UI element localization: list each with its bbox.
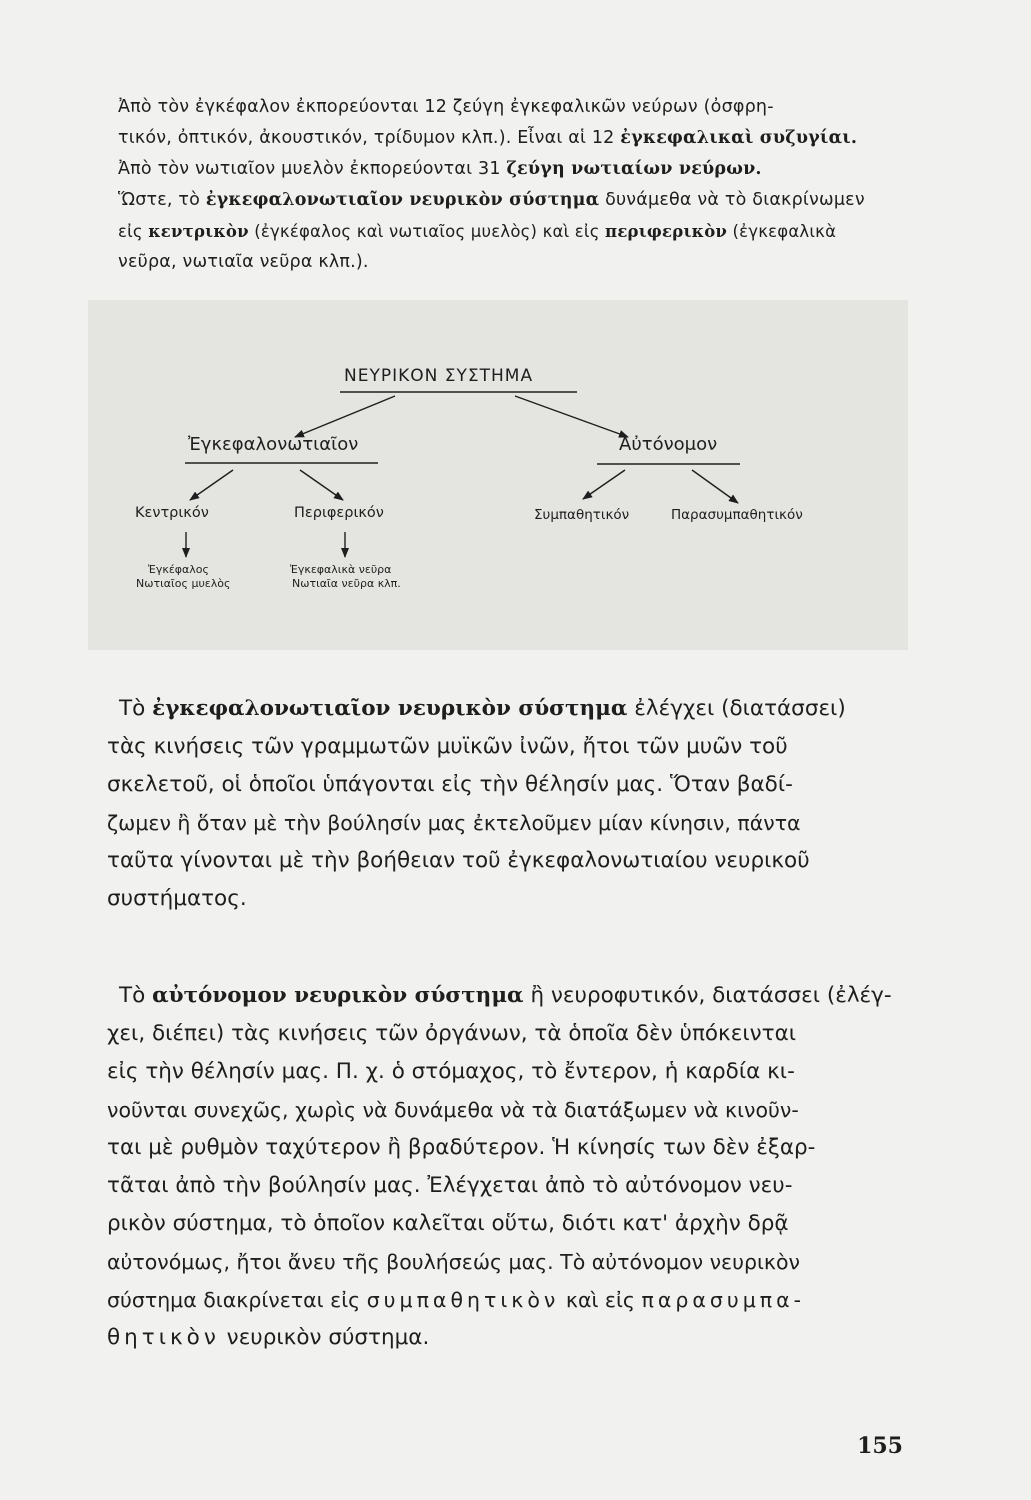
para2-text: σύστημα διακρίνεται εἰς — [107, 1288, 367, 1312]
para1-line-3: σκελετοῦ, οἱ ὁποῖοι ὑπάγονται εἰς τὴν θέλησίν μας. Ὅταν βαδί- — [107, 772, 793, 797]
para1-line-1 — [107, 690, 907, 728]
para2-line-4: νοῦνται συνεχῶς, χωρὶς νὰ δυνάμεθα νὰ τὰ διατάξωμεν νὰ κινοῦν- — [107, 1098, 799, 1122]
para1-text: Τὸ — [119, 696, 153, 721]
para2-line-6: τᾶται ἀπὸ τὴν βούλησίν μας. Ἐλέγχεται ἀπὸ τὸ αὐτόνομον νευ- — [107, 1173, 793, 1198]
para2-bold: αὐτόνομον νευρικὸν σύστημα — [152, 983, 524, 1008]
intro-text: τικόν, ὀπτικόν, ἀκουστικόν, τρίδυμον κλπ.). Εἶναι αἱ 12 — [118, 128, 621, 148]
diagram-root: ΝΕΥΡΙΚΟΝ ΣΥΣΤΗΜΑ — [344, 366, 534, 386]
para2-line-9 — [107, 1281, 907, 1319]
diagram-right-branch: Αὐτόνομον — [619, 434, 718, 455]
arrow-left-peripheral — [300, 470, 343, 500]
arrow-root-left — [295, 396, 395, 437]
para2-line-2: χει, διέπει) τὰς κινήσεις τῶν ὀργάνων, τὰ ὁποῖα δὲν ὑπόκεινται — [107, 1021, 797, 1046]
para2-line-1 — [107, 977, 907, 1015]
paragraph-autonomic — [107, 977, 907, 1357]
page-number: 155 — [857, 1433, 903, 1459]
intro-text: (ἐγκεφαλικὰ — [727, 222, 837, 241]
para2-text: καὶ εἰς — [559, 1288, 642, 1312]
para1-line-5: ταῦτα γίνονται μὲ τὴν βοήθειαν τοῦ ἐγκεφαλονωτιαίου νευρικοῦ — [107, 848, 810, 873]
para2-text: ἢ νευροφυτικόν, διατάσσει (ἐλέγ- — [523, 983, 892, 1008]
para2-line-3: εἰς τὴν θέλησίν μας. Π. χ. ὁ στόμαχος, τὸ ἔντερον, ἡ καρδία κι- — [107, 1059, 795, 1084]
para2-spaced-term: παρασυμπα- — [641, 1288, 806, 1312]
intro-text: Ὥστε, τὸ — [118, 190, 206, 210]
intro-bold: ἐγκεφαλονωτιαῖον νευρικὸν σύστημα — [205, 190, 600, 210]
intro-bold: κεντρικὸν — [148, 222, 249, 241]
intro-line-6: νεῦρα, νωτιαῖα νεῦρα κλπ.). — [118, 252, 369, 272]
para2-text: Τὸ — [119, 983, 153, 1008]
diagram-central-sub-2: Νωτιαῖος μυελὸς — [136, 577, 231, 590]
arrow-root-right — [515, 396, 628, 437]
arrow-right-parasympathetic — [692, 470, 738, 503]
diagram-left-branch: Ἐγκεφαλονωτιαῖον — [188, 434, 359, 455]
para2-line-10 — [107, 1319, 907, 1357]
intro-line-1: Ἀπὸ τὸν ἐγκέφαλον ἐκπορεύονται 12 ζεύγη ἐγκεφαλικῶν νεύρων (ὀσφρη- — [118, 97, 774, 117]
para2-line-8: αὐτονόμως, ἤτοι ἄνευ τῆς βουλήσεώς μας. Τὸ αὐτόνομον νευρικὸν — [107, 1250, 800, 1274]
paragraph-cerebrospinal — [107, 690, 907, 918]
diagram-peripheral-sub-1: Ἐγκεφαλικὰ νεῦρα — [290, 563, 392, 576]
intro-text: Ἀπὸ τὸν νωτιαῖον μυελὸν ἐκπορεύονται 31 — [118, 159, 507, 179]
diagram-sympathetic: Συμπαθητικόν — [534, 507, 630, 523]
para1-line-6: συστήματος. — [107, 886, 247, 911]
diagram-arrows — [0, 0, 1031, 700]
para2-line-5: ται μὲ ρυθμὸν ταχύτερον ἢ βραδύτερον. Ἡ κίνησίς των δὲν ἐξαρ- — [107, 1135, 816, 1160]
para2-spaced-term: θητικὸν — [107, 1325, 220, 1350]
arrow-left-central — [190, 470, 233, 500]
intro-bold: περιφερικὸν — [605, 222, 728, 241]
diagram-parasympathetic: Παρασυμπαθητικόν — [671, 507, 803, 523]
intro-bold: ἐγκεφαλικαὶ συζυγίαι. — [620, 128, 858, 148]
para1-text: ἐλέγχει (διατάσσει) — [627, 696, 846, 721]
diagram-central: Κεντρικόν — [135, 505, 209, 521]
intro-text: δυνάμεθα νὰ τὸ διακρίνωμεν — [599, 190, 865, 210]
diagram-central-sub-1: Ἐγκέφαλος — [148, 563, 209, 576]
para1-bold: ἐγκεφαλονωτιαῖον νευρικὸν σύστημα — [152, 696, 628, 721]
diagram-peripheral-sub-2: Νωτιαῖα νεῦρα κλπ. — [292, 577, 401, 590]
intro-text: εἰς — [118, 222, 149, 241]
intro-bold: ζεύγη νωτιαίων νεύρων. — [506, 159, 762, 179]
arrow-right-sympathetic — [583, 470, 625, 499]
para2-spaced-term: συμπαθητικὸν — [366, 1288, 560, 1312]
para1-line-4: ζωμεν ἢ ὅταν μὲ τὴν βούλησίν μας ἐκτελοῦμεν μίαν κίνησιν, πάντα — [107, 811, 801, 835]
diagram-peripheral: Περιφερικόν — [294, 505, 384, 521]
para2-text: νευρικὸν σύστημα. — [219, 1325, 430, 1350]
para2-line-7: ρικὸν σύστημα, τὸ ὁποῖον καλεῖται οὕτω, διότι κατ' ἀρχὴν δρᾷ — [107, 1211, 789, 1236]
para1-line-2: τὰς κινήσεις τῶν γραμμωτῶν μυϊκῶν ἰνῶν, ἤτοι τῶν μυῶν τοῦ — [107, 734, 788, 759]
intro-text: (ἐγκέφαλος καὶ νωτιαῖος μυελὸς) καὶ εἰς — [248, 222, 606, 241]
